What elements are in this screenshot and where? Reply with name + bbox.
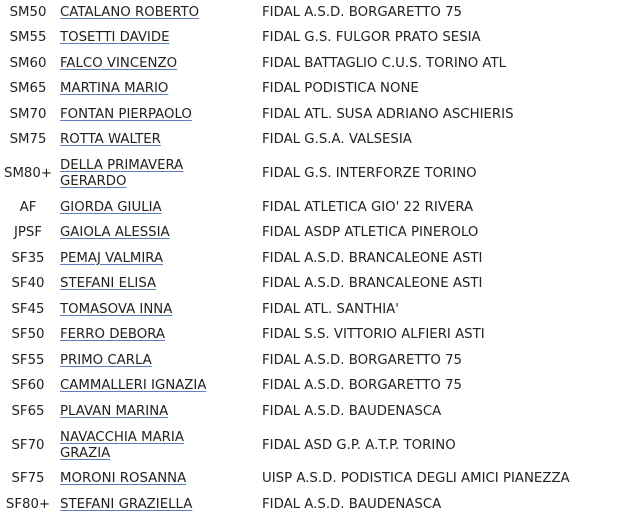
club-cell: FIDAL G.S.A. VALSESIA [262,132,412,148]
club-cell: FIDAL G.S. INTERFORZE TORINO [262,166,477,181]
club-cell: UISP A.S.D. PODISTICA DEGLI AMICI PIANEZZA [262,471,570,487]
table-row [0,77,640,103]
table-row [0,348,640,374]
table-row [0,0,640,26]
athlete-name-link[interactable]: NAVACCHIA MARIA GRAZIA [60,429,184,461]
club-cell: FIDAL ATL. SUSA ADRIANO ASCHIERIS [262,106,514,122]
category-cell: SF70 [11,437,45,453]
athlete-name-link[interactable]: TOMASOVA INNA [60,301,173,317]
club-cell: FIDAL A.S.D. BORGARETTO 75 [262,4,463,20]
table-row [0,425,640,467]
table-row [0,323,640,349]
category-cell: SM50 [9,4,47,20]
athlete-name-link[interactable]: ROTTA WALTER [60,132,161,148]
category-cell: SF35 [11,250,45,266]
category-cell: SM70 [9,106,47,122]
athlete-name-link[interactable]: STEFANI GRAZIELLA [60,496,193,512]
athlete-name-link[interactable]: GAIOLA ALESSIA [60,225,170,241]
club-cell: FIDAL A.S.D. BRANCALEONE ASTI [262,276,483,292]
club-cell: FIDAL G.S. FULGOR PRATO SESIA [262,30,481,46]
athlete-name-link[interactable]: PLAVAN MARINA [60,403,169,419]
athlete-name-link[interactable]: TOSETTI DAVIDE [60,30,170,46]
table-row [0,374,640,400]
category-cell: SF40 [11,276,45,292]
category-cell: SM55 [9,30,47,46]
category-cell: SF80+ [5,496,51,512]
table-row [0,221,640,247]
club-cell: FIDAL ATL. SANTHIA' [262,301,399,317]
athlete-name-link[interactable]: FERRO DEBORA [60,327,166,343]
table-row [0,467,640,493]
athlete-name-link[interactable]: MARTINA MARIO [60,81,169,97]
table-row [0,102,640,128]
table-row [0,128,640,154]
table-row [0,246,640,272]
club-cell: FIDAL PODISTICA NONE [262,81,419,97]
category-cell: SM75 [9,132,47,148]
athlete-name-link[interactable]: STEFANI ELISA [60,276,157,292]
table-row [0,399,640,425]
category-cell: SF55 [11,352,45,368]
athlete-name-link[interactable]: PEMAJ VALMIRA [60,250,164,266]
category-cell: SM60 [9,55,47,71]
athlete-name-link[interactable]: MORONI ROSANNA [60,471,187,487]
category-cell: SF75 [11,471,45,487]
club-cell: FIDAL A.S.D. BRANCALEONE ASTI [262,250,483,266]
table-row [0,272,640,298]
category-cell: SF50 [11,327,45,343]
category-cell: JPSF [13,225,43,241]
category-cell: SM80+ [4,166,52,181]
club-cell: FIDAL A.S.D. BORGARETTO 75 [262,352,463,368]
athlete-name-link[interactable]: CAMMALLERI IGNAZIA [60,378,207,394]
category-cell: SM65 [9,81,47,97]
athlete-name-link[interactable]: FONTAN PIERPAOLO [60,106,192,122]
category-cell: AF [19,199,37,215]
club-cell: FIDAL BATTAGLIO C.U.S. TORINO ATL [262,55,507,71]
club-cell: FIDAL A.S.D. BAUDENASCA [262,496,442,512]
club-cell: FIDAL A.S.D. BORGARETTO 75 [262,378,463,394]
club-cell: FIDAL ASDP ATLETICA PINEROLO [262,225,479,241]
club-cell: FIDAL ASD G.P. A.T.P. TORINO [262,437,456,453]
athlete-name-link[interactable]: DELLA PRIMAVERA GERARDO [60,158,184,189]
category-cell: SF60 [11,378,45,394]
club-cell: FIDAL ATLETICA GIO' 22 RIVERA [262,199,474,215]
table-row [0,492,640,518]
table-row [0,297,640,323]
athlete-name-link[interactable]: GIORDA GIULIA [60,199,162,215]
table-row [0,51,640,77]
category-cell: SF65 [11,403,45,419]
table-row [0,195,640,221]
athlete-name-link[interactable]: CATALANO ROBERTO [60,4,200,20]
athlete-name-link[interactable]: FALCO VINCENZO [60,55,178,71]
table-row [0,153,640,195]
club-cell: FIDAL A.S.D. BAUDENASCA [262,403,442,419]
athlete-name-link[interactable]: PRIMO CARLA [60,352,152,368]
table-row [0,26,640,52]
club-cell: FIDAL S.S. VITTORIO ALFIERI ASTI [262,327,485,343]
category-cell: SF45 [11,301,45,317]
